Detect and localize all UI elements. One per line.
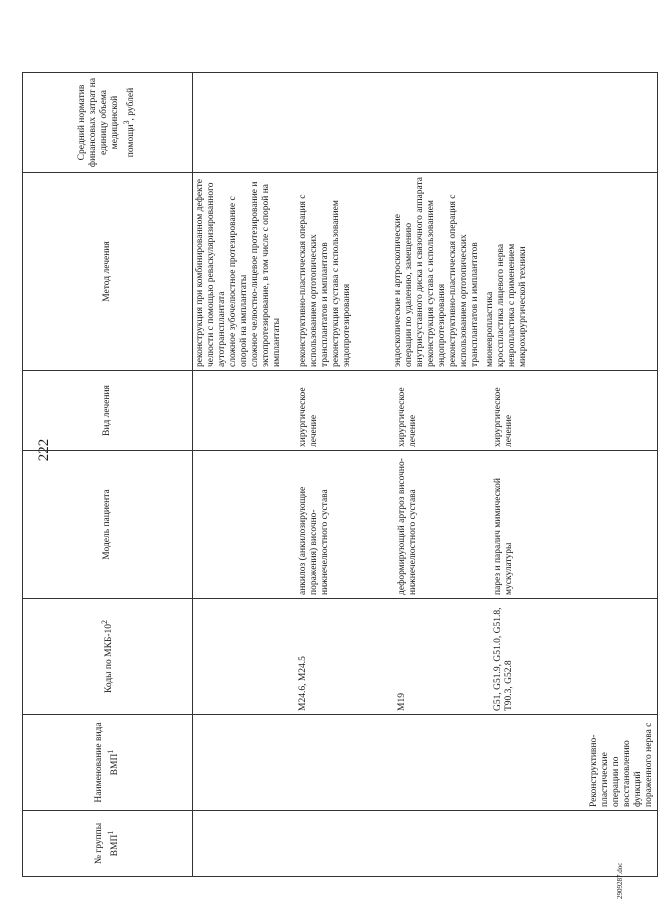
- method-item: реконструкция при комбинированном дефекте челюсти с помощью реваскуляризированного аутотрансплантата: [195, 178, 227, 367]
- table-body-row: [193, 73, 658, 877]
- method-item: сложное зубочелюстное протезирование с опорой на имплантаты: [228, 196, 249, 367]
- group-number-cell: [193, 811, 658, 877]
- method-item: невропластика с применением микрохирургической техники: [507, 243, 528, 367]
- method-item: реконструктивно-пластическая операция с использованием ортотопических трансплантатов и имплантатов: [448, 194, 480, 367]
- methods-block1: [193, 173, 296, 370]
- vmp-name-cell: Реконструктивно-пластические операции по восстановлению функций пораженного нерва с: [193, 715, 658, 811]
- type-block4: хирургическое лечение: [493, 387, 514, 447]
- method-item: реконструкция сустава с использованием эндопротезирования: [331, 200, 352, 367]
- header-group-number: № группы ВМП$^1$: [23, 811, 193, 877]
- icd-codes-cell: [193, 599, 658, 715]
- methods-block2: [296, 173, 391, 370]
- method-item: эндоскопические и артроскопические операции по удалению, замещению внутрисуставного диска и связочного аппарата: [393, 177, 425, 367]
- header-treatment-type: Вид лечения: [23, 371, 193, 451]
- table-header-row: [23, 73, 193, 877]
- method-item: реконструктивно-пластическая операция с использованием ортотопических трансплантатов и имплантатов: [298, 194, 330, 367]
- header-icd-codes: Коды по МКБ-$10^2$: [23, 599, 193, 715]
- method-item: сложное челюстно-лицевое протезирование и эктопротезирование, в том числе с опорой на имплантаты: [250, 181, 282, 367]
- codes-block2: M24.6, M24.5: [298, 656, 308, 711]
- document-reference: 2909287.doc: [616, 862, 624, 899]
- header-treatment-method: Метод лечения: [23, 173, 193, 371]
- cost-norm-cell: [193, 73, 658, 173]
- page-number: 222: [36, 438, 52, 462]
- codes-block3: M19: [397, 693, 407, 711]
- treatment-method-cell: [193, 173, 658, 371]
- methods-block3: [391, 173, 483, 370]
- model-block3: деформирующий артроз височно-нижнечелюстного сустава: [397, 458, 418, 595]
- method-item: реконструкция сустава с использованием эндопротезирования: [426, 200, 447, 367]
- model-block4: парез и паралич мимической мускулатуры: [493, 478, 514, 595]
- header-vmp-name: Наименование вида ВМП$^1$: [23, 715, 193, 811]
- treatment-type-cell: [193, 371, 658, 451]
- type-block2: хирургическое лечение: [298, 387, 319, 447]
- patient-model-cell: [193, 451, 658, 599]
- codes-block4: G51, G51.9, G51.0, G51.8, T90.3, G52.8: [493, 607, 514, 711]
- method-item: кросспластика лицевого нерва: [496, 243, 506, 367]
- model-block2: анкилоз (анкилозирующие поражения) височно-нижнечелюстного сустава: [298, 486, 330, 595]
- header-cost-norm: Средний норматив финансовых затрат на единицу объема медицинской помощи$^3$, рублей: [23, 73, 193, 173]
- type-block3: хирургическое лечение: [397, 387, 418, 447]
- method-item: мионевропластика: [485, 291, 495, 367]
- vmp-table: [22, 72, 658, 877]
- header-patient-model: Модель пациента: [23, 451, 193, 599]
- methods-block4: [483, 173, 531, 370]
